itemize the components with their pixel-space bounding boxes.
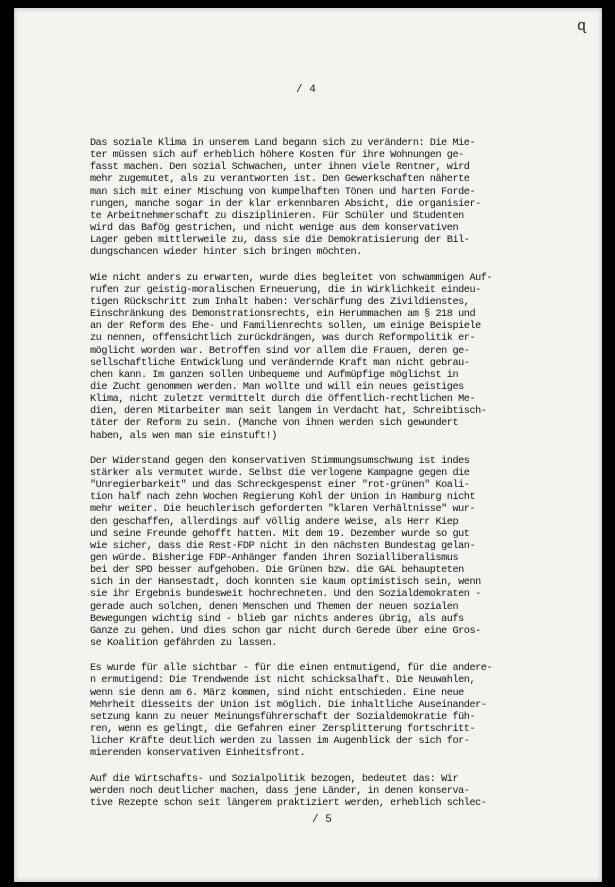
text-line: stärker als vermutet wurde. Selbst die verlogene Kampagne gegen die [90,467,470,479]
page-number-bottom: / 5 [312,814,332,826]
text-line: haben, als wen man sie einstuft!) [90,430,277,442]
text-line: sich in der Hansestadt, doch konnten sie kaum optimistisch sein, wenn [90,577,481,589]
text-line: den geschaffen, allerdings auf völlig andere Weise, als Herr Kiep [90,516,459,528]
text-line: die Zucht genommen werden. Man wollte und will ein neues geistiges [90,381,464,393]
text-line: an der Reform des Ehe- und Familienrechts sollen, um einige Beispiele [90,321,481,333]
text-line: Ganze zu gehen. Und dies schon gar nicht durch Gerede über eine Gros- [90,625,481,637]
text-line: wird das Bafög gestrichen, und nicht wenige aus dem konservativen [90,223,459,235]
text-line: Auf die Wirtschafts- und Sozialpolitik bezogen, bedeutet das: Wir [90,773,459,785]
text-line: rungen, manche sogar in der klar erkennbaren Absicht, die organisier- [90,198,481,210]
text-line: se Koalition gefährden zu lassen. [90,638,277,650]
text-line: möglicht worden war. Betroffen sind vor allem die Frauen, deren ge- [90,345,470,357]
text-line: tigen Rückschritt zum Inhalt haben: Verschärfung des Zivildienstes, [90,296,470,308]
document-page [14,8,602,882]
text-line: sellschaftliche Entwicklung und verändernde Kraft man nicht gebrau- [90,357,470,369]
text-line: gerade auch solchen, denen Menschen und Themen der neuen sozialen [90,601,459,613]
text-line: setzung kann zu neuer Meinungsführerschaft der Sozialdemokratie füh- [90,711,476,723]
paragraph [90,774,610,810]
text-line: n ermutigend: Die Trendwende ist nicht schicksalhaft. Die Neuwahlen, [90,675,476,687]
text-line: rufen zur geistig-moralischen Erneuerung, die in Wirklichkeit eindeu- [90,284,481,296]
text-line: wenn sie denn am 6. März kommen, sind nicht entschieden. Eine neue [90,687,464,699]
body-text [90,138,610,823]
text-line: fasst machen. Den sozial Schwachen, unter ihnen viele Rentner, wird [90,162,470,174]
text-line: Der Widerstand gegen den konservativen Stimmungsumschwung ist indes [90,455,470,467]
text-line: und seine Freunde gehofft hatten. Mit dem 19. Dezember wurde so gut [90,528,470,540]
text-line: Wie nicht anders zu erwarten, wurde dies begleitet von schwammigen Auf- [90,272,493,284]
text-line: täter der Reform zu sein. (Manche von ihnen werden sich gewundert [90,418,459,430]
text-line: dungschancen wieder hinter sich bringen möchten. [90,247,362,259]
paragraph [90,456,610,651]
text-line: te Arbeitnehmerschaft zu disziplinieren. Für Schüler und Studenten [90,210,464,222]
text-line: zu nennen, offensichtlich zurückdrängen, was durch Reformpolitik er- [90,333,476,345]
paragraph [90,663,610,760]
paragraph [90,138,610,260]
text-line: mehr weiter. Die heuchlerisch geforderten "klaren Verhältnisse" wur- [90,504,476,516]
page-number-top: / 4 [296,84,316,96]
text-line: bei der SPD besser aufgehoben. Die Grünen bzw. die GAL behaupteten [90,565,464,577]
corner-handwritten-mark: ɋ [576,18,586,35]
text-line: mierenden konservativen Einheitsfront. [90,748,306,760]
text-line: dien, deren Mitarbeiter man seit langem in Verdacht hat, Schreibtisch- [90,406,487,418]
text-line: man sich mit einer Mischung von kumpelhaften Tönen und harten Forde- [90,186,476,198]
text-line: sie ihr Ergebnis bundesweit hochrechneten. Und den Sozialdemokraten - [90,589,481,601]
paragraph [90,273,610,443]
text-line: licher Kräfte deutlich werden zu lassen im Augenblick der sich for- [90,736,470,748]
text-line: Es wurde für alle sichtbar - für die einen entmutigend, für die andere- [90,663,493,675]
text-line: chen kann. Im ganzen sollen Unbequeme und Aufmüpfige möglichst in [90,369,459,381]
text-line: Einschränkung des Demonstrationsrechts, ein Herummachen am § 218 und [90,309,476,321]
text-line: gen würde. Bisherige FDP-Anhänger fanden ihren Sozialliberalismus [90,553,459,564]
text-line: Mehrheit diesseits der Union ist möglich. Die inhaltliche Auseinander- [90,699,487,711]
text-line: mehr zugemutet, als zu verantworten ist. Den Gewerkschaften näherte [90,174,470,186]
text-line: ren, wenn es gelingt, die Gefahren einer Zersplitterung fortschritt- [90,724,476,736]
text-line: Lager geben mittlerweile zu, dass sie die Demokratisierung der Bil- [90,235,470,247]
text-line: ter müssen sich auf erheblich höhere Kosten für ihre Wohnungen ge- [90,150,464,162]
text-line: Das soziale Klima in unserem Land begann sich zu verändern: Die Mie- [90,138,476,149]
text-line: "Unregierbarkeit" und das Schreckgespenst einer "rot-grünen" Koali- [90,480,470,492]
text-line: wie sicher, dass die Rest-FDP nicht in den nächsten Bundestag gelan- [90,540,476,552]
text-line: tion half nach zehn Wochen Regierung Kohl der Union in Hamburg nicht [90,492,476,504]
text-line: werden noch deutlicher machen, dass jene Länder, in denen konserva- [90,785,470,797]
text-line: tive Rezepte schon seit längerem praktiziert werden, erheblich schlec- [90,797,487,809]
text-line: Klima, nicht zuletzt vermittelt durch die öffentlich-rechtlichen Me- [90,394,476,406]
text-line: Bewegungen wichtig sind - blieb gar nichts anderes übrig, als aufs [90,613,464,625]
